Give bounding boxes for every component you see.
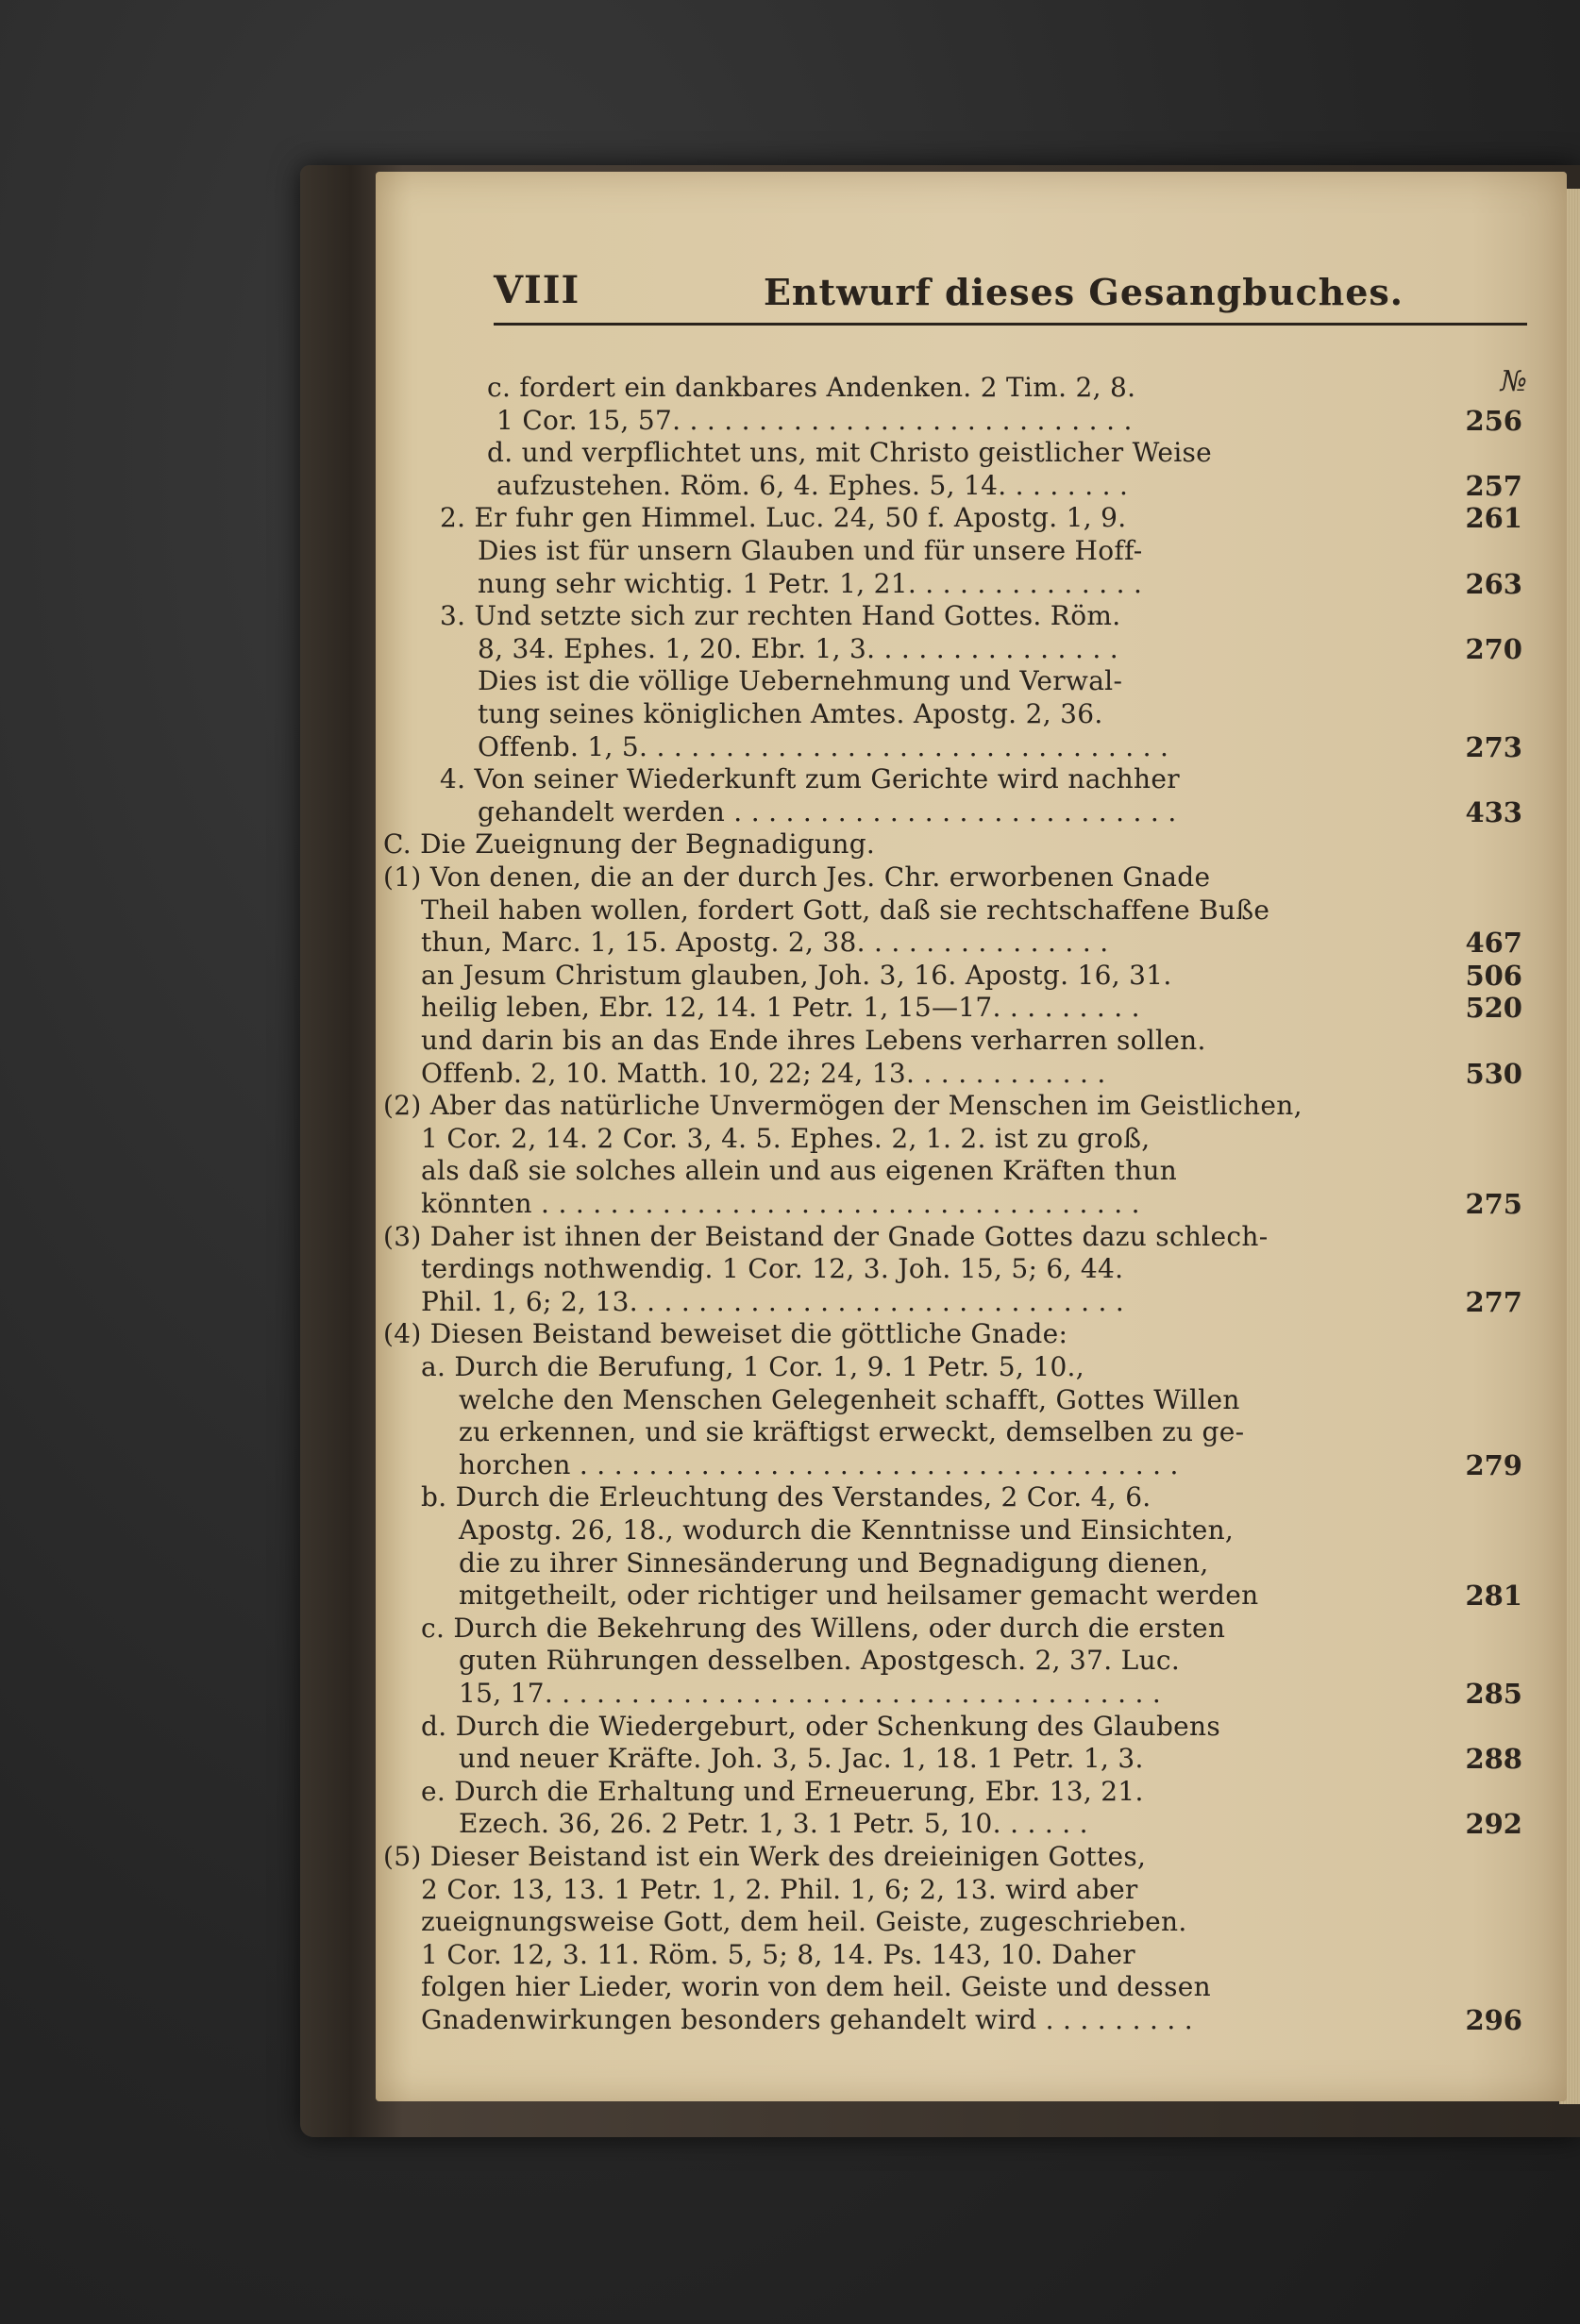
toc-line: nung sehr wichtig. 1 Petr. 1, 21. . . . . . . . . . . . . . — [478, 567, 1143, 599]
toc-line: (3) Daher ist ihnen der Beistand der Gnade Gottes dazu schlech- — [383, 1220, 1269, 1252]
toc-line: Apostg. 26, 18., wodurch die Kenntnisse und Einsichten, — [459, 1514, 1235, 1546]
toc-line: gehandelt werden . . . . . . . . . . . . . . . . . . . . . . . . . . — [478, 795, 1177, 828]
toc-page-number: 288 — [1465, 1743, 1522, 1776]
toc-line: c. Durch die Bekehrung des Willens, oder durch die ersten — [421, 1612, 1226, 1644]
toc-line: 1 Cor. 15, 57. . . . . . . . . . . . . . . . . . . . . . . . . . . — [496, 404, 1133, 436]
toc-line: 8, 34. Ephes. 1, 20. Ebr. 1, 3. . . . . . . . . . . . . . . — [478, 632, 1118, 664]
toc-line: 1 Cor. 12, 3. 11. Röm. 5, 5; 8, 14. Ps. 143, 10. Daher — [421, 1938, 1135, 1970]
toc-line: Offenb. 1, 5. . . . . . . . . . . . . . . . . . . . . . . . . . . . . . . — [478, 730, 1169, 762]
toc-line: (1) Von denen, die an der durch Jes. Chr. erworbenen Gnade — [383, 861, 1211, 893]
toc-page-number: 256 — [1465, 404, 1522, 437]
toc-page-number: 263 — [1465, 567, 1522, 600]
toc-line: 15, 17. . . . . . . . . . . . . . . . . . . . . . . . . . . . . . . . . . . . — [459, 1678, 1162, 1709]
toc-page-number: 273 — [1465, 730, 1522, 763]
toc-line: Dies ist für unsern Glauben und für unsere Hoff- — [478, 535, 1143, 566]
toc-line: als daß sie solches allein und aus eigenen Kräften thun — [421, 1155, 1178, 1187]
toc-line: (5) Dieser Beistand ist ein Werk des dreieinigen Gottes, — [383, 1841, 1147, 1872]
toc-page-number: 292 — [1465, 1808, 1522, 1841]
toc-line: (4) Diesen Beistand beweiset die göttliche Gnade: — [383, 1318, 1068, 1350]
toc-line: 4. Von seiner Wiederkunft zum Gerichte wird nachher — [440, 763, 1180, 795]
toc-page-number: 261 — [1465, 502, 1522, 535]
toc-line: 2 Cor. 13, 13. 1 Petr. 1, 2. Phil. 1, 6; 2, 13. wird aber — [421, 1873, 1138, 1905]
toc-page-number: 279 — [1465, 1448, 1522, 1481]
toc-line: Ezech. 36, 26. 2 Petr. 1, 3. 1 Petr. 5, 10. . . . . . — [459, 1808, 1088, 1840]
toc-page-number: 281 — [1465, 1580, 1522, 1613]
toc-line: Gnadenwirkungen besonders gehandelt wird . . . . . . . . . — [421, 2004, 1193, 2035]
toc-line: a. Durch die Berufung, 1 Cor. 1, 9. 1 Petr. 5, 10., — [421, 1351, 1084, 1382]
toc-line: d. und verpflichtet uns, mit Christo geistlicher Weise — [487, 437, 1213, 469]
toc-page-number: 257 — [1465, 469, 1522, 502]
toc-line: d. Durch die Wiedergeburt, oder Schenkung des Glaubens — [421, 1710, 1221, 1742]
running-title: Entwurf dieses Gesangbuches. — [763, 271, 1404, 313]
toc-line: guten Rührungen desselben. Apostgesch. 2, 37. Luc. — [459, 1645, 1181, 1677]
toc-line: zu erkennen, und sie kräftigst erweckt, demselben zu ge- — [459, 1416, 1245, 1448]
toc-line: an Jesum Christum glauben, Joh. 3, 16. Apostg. 16, 31. — [421, 959, 1172, 991]
toc-line: Dies ist die völlige Uebernehmung und Verwal- — [478, 665, 1123, 697]
toc-line: terdings nothwendig. 1 Cor. 12, 3. Joh. 15, 5; 6, 44. — [421, 1253, 1124, 1285]
toc-page-number: 530 — [1465, 1057, 1522, 1090]
toc-line: 2. Er fuhr gen Himmel. Luc. 24, 50 f. Apostg. 1, 9. — [440, 502, 1127, 534]
toc-page-number: 270 — [1465, 632, 1522, 665]
toc-line: mitgetheilt, oder richtiger und heilsamer gemacht werden — [459, 1580, 1259, 1612]
toc-line: und darin bis an das Ende ihres Lebens verharren sollen. — [421, 1025, 1206, 1056]
toc-line: Phil. 1, 6; 2, 13. . . . . . . . . . . . . . . . . . . . . . . . . . . . . — [421, 1285, 1125, 1317]
number-column-heading: № — [1500, 365, 1527, 398]
toc-line: könnten . . . . . . . . . . . . . . . . . . . . . . . . . . . . . . . . . . . — [421, 1188, 1140, 1219]
toc-page-number: 433 — [1465, 795, 1522, 828]
toc-line: heilig leben, Ebr. 12, 14. 1 Petr. 1, 15—17. . . . . . . . . — [421, 992, 1140, 1024]
toc-line: 3. Und setzte sich zur rechten Hand Gottes. Röm. — [440, 600, 1121, 632]
toc-line: Theil haben wollen, fordert Gott, daß sie rechtschaffene Buße — [421, 894, 1270, 926]
toc-page-number: 467 — [1465, 927, 1522, 960]
toc-line: folgen hier Lieder, worin von dem heil. Geiste und dessen — [421, 1971, 1211, 2003]
toc-page-number: 506 — [1465, 959, 1522, 992]
toc-line: horchen . . . . . . . . . . . . . . . . . . . . . . . . . . . . . . . . . . . — [459, 1448, 1179, 1480]
page-number: VIII — [494, 268, 580, 312]
book-page — [376, 172, 1567, 2101]
toc-page-number: 285 — [1465, 1678, 1522, 1710]
toc-page-number: 296 — [1465, 2004, 1522, 2036]
toc-line: (2) Aber das natürliche Unvermögen der Menschen im Geistlichen, — [383, 1090, 1303, 1122]
toc-line: 1 Cor. 2, 14. 2 Cor. 3, 4. 5. Ephes. 2, 1. 2. ist zu groß, — [421, 1122, 1151, 1154]
toc-line: die zu ihrer Sinnesänderung und Begnadigung dienen, — [459, 1547, 1209, 1579]
toc-page-number: 275 — [1465, 1188, 1522, 1220]
toc-line: und neuer Kräfte. Joh. 3, 5. Jac. 1, 18. 1 Petr. 1, 3. — [459, 1743, 1144, 1775]
toc-line: Offenb. 2, 10. Matth. 10, 22; 24, 13. . . . . . . . . . . . — [421, 1057, 1106, 1089]
toc-line: C. Die Zueignung der Begnadigung. — [383, 828, 876, 861]
toc-line: zueignungsweise Gott, dem heil. Geiste, zugeschrieben. — [421, 1906, 1187, 1938]
toc-line: b. Durch die Erleuchtung des Verstandes, 2 Cor. 4, 6. — [421, 1481, 1151, 1513]
header-rule — [494, 323, 1527, 326]
toc-page-number: 520 — [1465, 992, 1522, 1025]
toc-line: thun, Marc. 1, 15. Apostg. 2, 38. . . . . . . . . . . . . . . — [421, 927, 1109, 959]
toc-line: tung seines königlichen Amtes. Apostg. 2, 36. — [478, 698, 1103, 729]
toc-page-number: 277 — [1465, 1285, 1522, 1318]
toc-line: welche den Menschen Gelegenheit schafft, Gottes Willen — [459, 1383, 1240, 1415]
toc-line: c. fordert ein dankbares Andenken. 2 Tim. 2, 8. — [487, 372, 1136, 403]
toc-line: e. Durch die Erhaltung und Erneuerung, Ebr. 13, 21. — [421, 1775, 1144, 1807]
toc-line: aufzustehen. Röm. 6, 4. Ephes. 5, 14. . . . . . . . — [496, 469, 1129, 501]
